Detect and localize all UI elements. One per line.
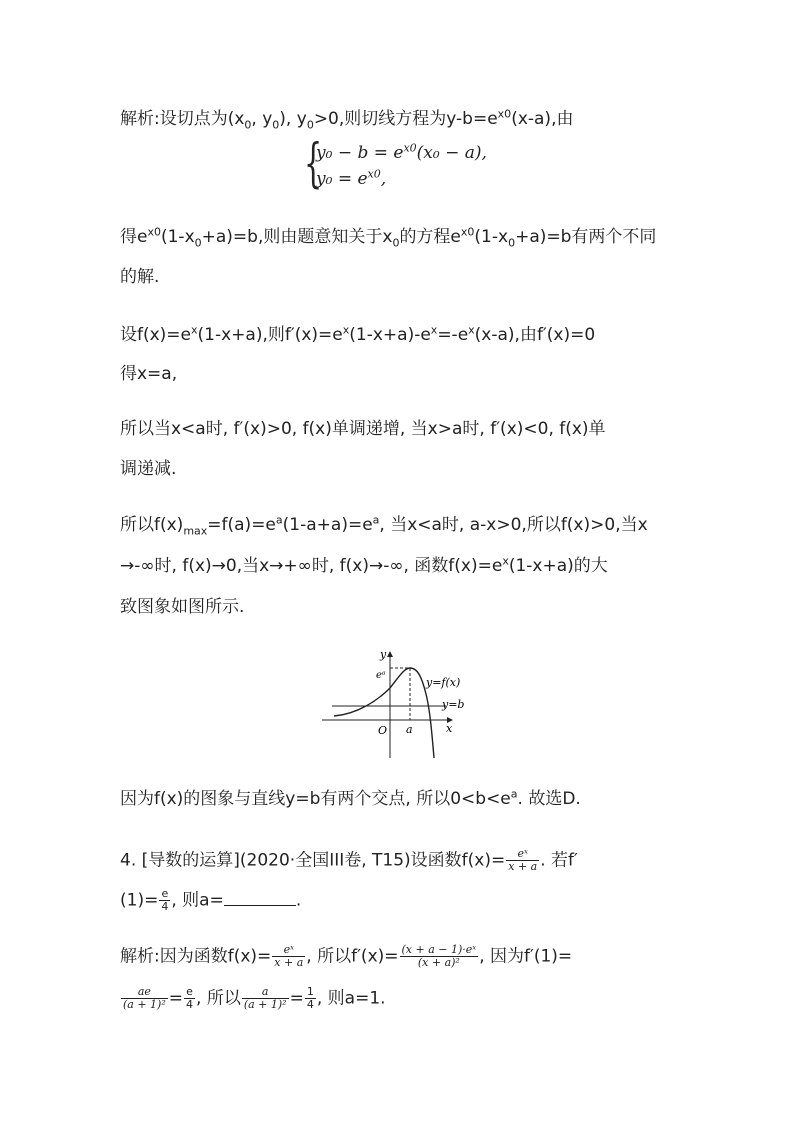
subscript: 0 <box>306 118 314 132</box>
superscript: x0 <box>403 141 417 155</box>
text: (x₀ − a), <box>416 143 487 163</box>
superscript: x0 <box>497 107 512 121</box>
text: 4. [导数的运算](2020·全国III卷, T15)设函数f(x)= <box>120 850 506 871</box>
numerator: e <box>184 986 195 999</box>
superscript: x <box>468 323 475 337</box>
fraction <box>242 986 289 1011</box>
text: = <box>289 988 304 1009</box>
subscript: 0 <box>244 118 252 132</box>
text: 致图象如图所示. <box>120 597 245 617</box>
text: (1-x <box>160 227 195 247</box>
denominator: x + a <box>508 860 538 873</box>
superscript: x <box>502 554 509 568</box>
superscript: x0 <box>147 225 161 239</box>
text: , 所以 <box>196 988 241 1009</box>
text: y₀ − b = e <box>316 143 404 163</box>
numerator: eˣ <box>506 848 539 861</box>
text: , 则a=1. <box>316 988 386 1009</box>
numerator: eˣ <box>272 944 305 957</box>
superscript: x <box>342 323 350 337</box>
subscript: 0 <box>508 236 516 250</box>
text: = <box>168 988 184 1009</box>
left-brace: { <box>304 134 323 194</box>
numerator: (x + a − 1)·eˣ <box>401 943 477 956</box>
text: . <box>295 890 302 911</box>
text: 设f(x)=e <box>120 325 192 345</box>
fraction <box>272 944 305 969</box>
solution-line-1 <box>120 108 573 130</box>
subscript: max <box>183 524 208 538</box>
solution-line-7 <box>120 458 176 480</box>
equation-system <box>304 134 504 196</box>
text: =f(a)=e <box>207 515 276 535</box>
solution-line-4 <box>120 324 595 346</box>
text: 的方程e <box>399 227 461 247</box>
solution-line-6 <box>120 418 606 440</box>
answer-blank[interactable] <box>224 891 296 906</box>
denominator: (x + a)² <box>417 956 460 969</box>
solution-line-2 <box>120 226 656 248</box>
x-axis-label: x <box>446 722 453 735</box>
text: , 因为f′(1)= <box>479 946 573 967</box>
fraction <box>184 986 195 1011</box>
fraction <box>400 944 479 969</box>
subscript: 0 <box>272 118 280 132</box>
denominator: 4 <box>306 998 314 1011</box>
fraction <box>159 888 170 913</box>
text: (1)= <box>120 890 159 911</box>
numerator: 1 <box>306 985 314 998</box>
text: 得x=a, <box>120 364 178 384</box>
superscript: x <box>430 323 438 337</box>
text: , 当x<a时, a-x>0,所以f(x)>0,当x <box>379 515 648 535</box>
equation-1 <box>316 143 487 163</box>
text: ), y <box>279 109 307 129</box>
superscript: a <box>510 787 518 801</box>
text: 解析:设切点为(x <box>120 109 245 129</box>
superscript: a <box>275 513 283 527</box>
text: 因为f(x)的图象与直线y=b有两个交点, 所以0<b<e <box>120 789 511 809</box>
text: (1-a+a)=e <box>282 515 373 535</box>
text: 所以f(x) <box>120 515 184 535</box>
superscript: a <box>372 513 380 527</box>
solution-line-11 <box>120 788 581 810</box>
numerator: a <box>242 986 289 999</box>
origin-label: O <box>378 724 388 737</box>
text: 所以当x<a时, f′(x)>0, f(x)单调递增, 当x>a时, f′(x)<0, f(x)单 <box>120 419 606 439</box>
text: >0,则切线方程为y-b=e <box>313 109 498 129</box>
solution-4-line-1 <box>120 944 572 969</box>
subscript: 0 <box>392 236 400 250</box>
fraction <box>506 848 539 873</box>
denominator: 4 <box>161 900 169 913</box>
text: , 所以f′(x)= <box>306 946 399 967</box>
denominator: (a + 1)² <box>123 998 166 1011</box>
fraction <box>121 986 168 1011</box>
text: +a)=b,则由题意知关于x <box>201 227 393 247</box>
text: +a)=b有两个不同 <box>515 227 657 247</box>
subscript: 0 <box>194 236 202 250</box>
solution-4-line-2 <box>120 986 386 1011</box>
solution-line-5 <box>120 363 177 385</box>
ea-label: eᵃ <box>376 670 386 681</box>
denominator: x + a <box>274 956 304 969</box>
function-graph <box>318 644 488 764</box>
text: (1-x+a),则f′(x)=e <box>197 325 343 345</box>
text: (x-a),由 <box>511 109 574 129</box>
superscript: x0 <box>460 225 475 239</box>
question-4-line-1 <box>120 848 578 873</box>
a-tick-label: a <box>406 723 413 736</box>
denominator: (a + 1)² <box>243 998 287 1011</box>
text: . 故选D. <box>517 789 581 809</box>
superscript: x0 <box>367 167 381 181</box>
solution-line-9 <box>120 555 608 577</box>
text: , y <box>251 109 273 129</box>
equation-2 <box>316 169 386 189</box>
text: . 若f′ <box>540 850 578 871</box>
curve-label: y=f(x) <box>426 676 461 689</box>
solution-line-3 <box>120 266 159 288</box>
function-curve <box>334 668 434 758</box>
superscript: x <box>191 323 198 337</box>
text: , 则a= <box>171 890 224 911</box>
text: , <box>380 169 387 189</box>
text: 解析:因为函数f(x)= <box>120 946 272 967</box>
line-b-label: y=b <box>442 698 465 711</box>
text: (1-x+a)-e <box>349 325 431 345</box>
question-4-line-2 <box>120 888 301 913</box>
text: (1-x <box>474 227 509 247</box>
text: 的解. <box>120 267 160 287</box>
text: 调递减. <box>120 459 177 479</box>
denominator: 4 <box>186 998 194 1011</box>
solution-line-8 <box>120 514 648 536</box>
solution-line-10 <box>120 596 244 618</box>
numerator: e <box>159 888 170 901</box>
fraction <box>305 986 316 1011</box>
text: y₀ = e <box>316 169 368 189</box>
text: (x-a),由f′(x)=0 <box>474 325 596 345</box>
text: =-e <box>437 325 469 345</box>
text: →-∞时, f(x)→0,当x→+∞时, f(x)→-∞, 函数f(x)=e <box>120 556 503 576</box>
y-axis-label: y <box>380 648 387 661</box>
numerator: ae <box>121 986 168 999</box>
text: 得e <box>120 227 148 247</box>
text: (1-x+a)的大 <box>508 556 608 576</box>
